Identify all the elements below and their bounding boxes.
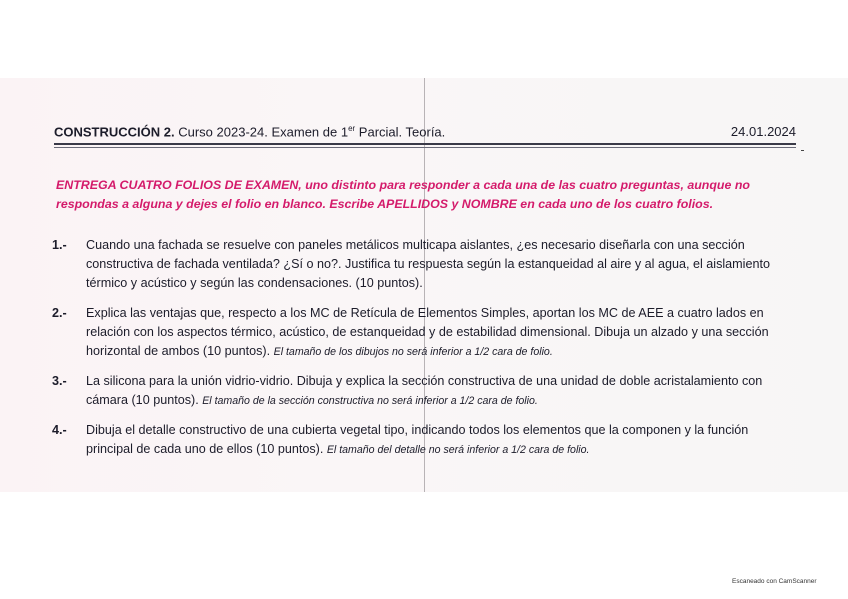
question-3 <box>52 372 798 411</box>
question-number: 4.- <box>52 423 67 437</box>
instructions: ENTREGA CUATRO FOLIOS DE EXAMEN, uno distinto para responder a cada una de las cuatro preguntas, aunque no respondas a alguna y dejes el folio en blanco. Escribe APELLIDOS y NOMBRE en cada uno de los cuatro folios. <box>56 178 750 211</box>
question-number: 1.- <box>52 238 67 252</box>
question-text: Explica las ventajas que, respecto a los MC de Retícula de Elementos Simples, aportan los MC de AEE a cuatro lados en relación con los aspectos térmico, acústico, de estanqueidad y de estabilidad dimensional. Dibuja un alzado y una sección horizontal de ambos (10 puntos). El tamaño de los dibujos no será inferior a 1/2 cara de folio. <box>86 306 769 358</box>
question-note: El tamaño de la sección constructiva no será inferior a 1/2 cara de folio. <box>202 395 538 407</box>
scanner-watermark: Escaneado con CamScanner <box>732 578 817 585</box>
question-text: Cuando una fachada se resuelve con paneles metálicos multicapa aislantes, ¿es necesario diseñarla con una sección constructiva de fachada ventilada? ¿Sí o no?. Justifica tu respuesta según la estanqueidad al aire y al agua, el aislamiento térmico y acústico y según las condensaciones. (10 puntos). <box>86 238 770 290</box>
exam-title: CONSTRUCCIÓN 2. Curso 2023-24. Examen de 1er Parcial. Teoría. <box>54 124 446 140</box>
exam-header <box>54 124 796 139</box>
question-number: 2.- <box>52 306 67 320</box>
question-text: Dibuja el detalle constructivo de una cubierta vegetal tipo, indicando todos los elementos que la componen y la función principal de cada uno de ellos (10 puntos). El tamaño del detalle no será inferior a 1/2 cara de folio. <box>86 423 749 456</box>
header-rule-thin <box>54 147 796 148</box>
stray-mark <box>801 150 804 151</box>
question-4 <box>52 421 798 460</box>
question-number: 3.- <box>52 374 67 388</box>
exam-date: 24.01.2024 <box>730 124 796 140</box>
header-rule <box>54 143 796 145</box>
question-note: El tamaño de los dibujos no será inferior a 1/2 cara de folio. <box>273 346 553 358</box>
question-text: La silicona para la unión vidrio-vidrio. Dibuja y explica la sección constructiva de una unidad de doble acristalamiento con cámara (10 puntos). El tamaño de la sección constructiva no será inferior a 1/2 cara de folio. <box>86 374 763 407</box>
question-2 <box>52 304 798 362</box>
question-note: El tamaño del detalle no será inferior a 1/2 cara de folio. <box>326 444 590 456</box>
question-1 <box>52 236 798 294</box>
